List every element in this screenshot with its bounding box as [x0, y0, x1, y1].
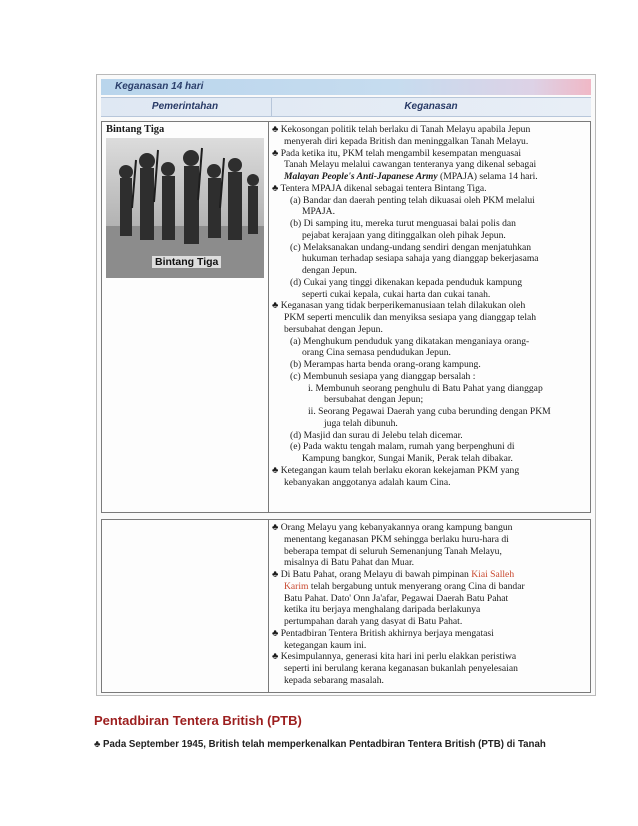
- text-line: (b) Merampas harta benda orang-orang kampung.: [290, 359, 481, 370]
- line-text: ♣ Di Batu Pahat, orang Melayu di bawah pimpinan: [272, 569, 469, 580]
- keganasan-cell-continued: [272, 522, 590, 687]
- text-line: ii. Seorang Pegawai Daerah yang cuba berunding dengan PKM: [308, 406, 551, 417]
- text-line: [272, 171, 590, 183]
- banner-title: Keganasan 14 hari: [115, 81, 204, 92]
- text-line: misalnya di Batu Pahat dan Muar.: [284, 557, 415, 569]
- text-line: ♣ Tentera MPAJA dikenal sebagai tentera Bintang Tiga.: [272, 182, 487, 194]
- keganasan-cell: [272, 124, 590, 488]
- column-divider: [268, 520, 269, 692]
- text-line: [272, 581, 590, 593]
- text-line: menentang keganasan PKM sehingga berlaku huru-hara di: [284, 533, 509, 545]
- section-heading-ptb: Pentadbiran Tentera British (PTB): [94, 713, 302, 728]
- mpaja-duration: (MPAJA) selama 14 hari.: [440, 171, 538, 182]
- left-cell-label: Bintang Tiga: [106, 124, 165, 135]
- text-line: Tanah Melayu melalui cawangan tenteranya yang dikenal sebagai: [284, 159, 537, 171]
- text-line: PKM seperti menculik dan menyiksa sesiapa yang dianggap telah: [284, 312, 537, 323]
- text-line: ketika itu berjaya menghalang daripada berlakunya: [284, 604, 481, 616]
- text-line: beberapa tempat di seluruh Semenanjung Tanah Melayu,: [284, 545, 502, 557]
- text-line: menyerah diri kepada British dan meninggalkan Tanah Melayu.: [284, 135, 529, 147]
- text-line: [272, 569, 590, 581]
- text-line: orang Cina semasa pendudukan Jepun.: [302, 347, 451, 359]
- text-line: (d) Cukai yang tinggi dikenakan kepada penduduk kampung: [290, 276, 523, 288]
- text-line: (b) Di samping itu, mereka turut menguasai balai polis dan: [290, 218, 516, 229]
- text-line: ♣ Pada ketika itu, PKM telah mengambil kesempatan menguasai: [272, 147, 522, 159]
- text-line: i. Membunuh seorang penghulu di Batu Pahat yang dianggap: [308, 382, 543, 394]
- text-line: Kampung bangkor, Sungai Manik, Perak telah dibakar.: [302, 453, 513, 464]
- table-header-row: [101, 97, 591, 117]
- table-row-1: [101, 121, 591, 513]
- text-line: seperti ini berulang kerana keganasan bukanlah penyelesaian: [284, 663, 518, 674]
- text-line: bersubahat dengan Jepun.: [284, 323, 383, 335]
- text-line: (d) Masjid dan surau di Jelebu telah dicemar.: [290, 429, 463, 441]
- text-line: kebanyakan anggotanya adalah kaum Cina.: [284, 476, 451, 488]
- text-line: ♣ Keganasan yang tidak berperikemanusiaan telah dilakukan oleh: [272, 300, 526, 312]
- text-line: ketegangan kaum ini.: [284, 639, 367, 651]
- text-line: (c) Membunuh sesiapa yang dianggap bersalah :: [290, 370, 476, 382]
- text-line: (a) Bandar dan daerah penting telah dikuasai oleh PKM melalui: [290, 194, 535, 206]
- text-line: MPAJA.: [302, 206, 335, 218]
- text-line: hukuman terhadap sesiapa sahaja yang dianggap bekerjasama: [302, 253, 539, 265]
- kiai-salleh-link-text: Kiai Salleh: [471, 569, 515, 580]
- text-line: (c) Melaksanakan undang-undang sendiri dengan menjatuhkan: [290, 241, 532, 253]
- text-line: ♣ Orang Melayu yang kebanyakannya orang kampung bangun: [272, 522, 513, 533]
- text-line: bersubahat dengan Jepun;: [324, 394, 424, 406]
- text-line: (a) Menghukum penduduk yang dikatakan menganiaya orang-: [290, 335, 530, 347]
- photo-caption: Bintang Tiga: [152, 256, 221, 268]
- text-line: ♣ Kesimpulannya, generasi kita hari ini perlu elakkan peristiwa: [272, 651, 517, 663]
- text-line: kepada sebarang masalah.: [284, 674, 384, 686]
- text-line: ♣ Pentadbiran Tentera British akhirnya berjaya mengatasi: [272, 627, 494, 639]
- embedded-history-table-image: [96, 74, 596, 696]
- text-line: pertumpahan darah yang dasyat di Batu Pahat.: [284, 616, 463, 627]
- text-line: pejabat kerajaan yang ditinggalkan oleh pihak Jepun.: [302, 229, 506, 241]
- column-divider: [268, 122, 269, 512]
- table-banner: [101, 79, 591, 95]
- column-header-pemerintahan: Pemerintahan: [151, 101, 219, 112]
- text-line: (e) Pada waktu tengah malam, rumah yang berpenghuni di: [290, 441, 515, 453]
- text-line: seperti cukai kepala, cukai harta dan cukai tanah.: [302, 288, 491, 300]
- line-text: telah bergabung untuk menyerang orang Cina di bandar: [310, 580, 525, 592]
- column-header-keganasan: Keganasan: [404, 101, 458, 112]
- text-line: dengan Jepun.: [302, 265, 357, 276]
- text-line: ♣ Ketegangan kaum telah berlaku ekoran kekejaman PKM yang: [272, 464, 520, 476]
- mpaja-name: Malayan People's Anti-Japanese Army: [284, 171, 438, 182]
- text-line: ♣ Kekosongan politik telah berlaku di Tanah Melayu apabila Jepun: [272, 124, 531, 135]
- table-row-2: [101, 519, 591, 693]
- section-paragraph: ♣ Pada September 1945, British telah memperkenalkan Pentadbiran Tentera British (PTB) di Tanah: [94, 739, 546, 750]
- text-line: Batu Pahat. Dato' Onn Ja'afar, Pegawai Daerah Batu Pahat: [284, 592, 509, 604]
- text-line: juga telah dibunuh.: [324, 417, 398, 429]
- karim-text: Karim: [284, 580, 309, 592]
